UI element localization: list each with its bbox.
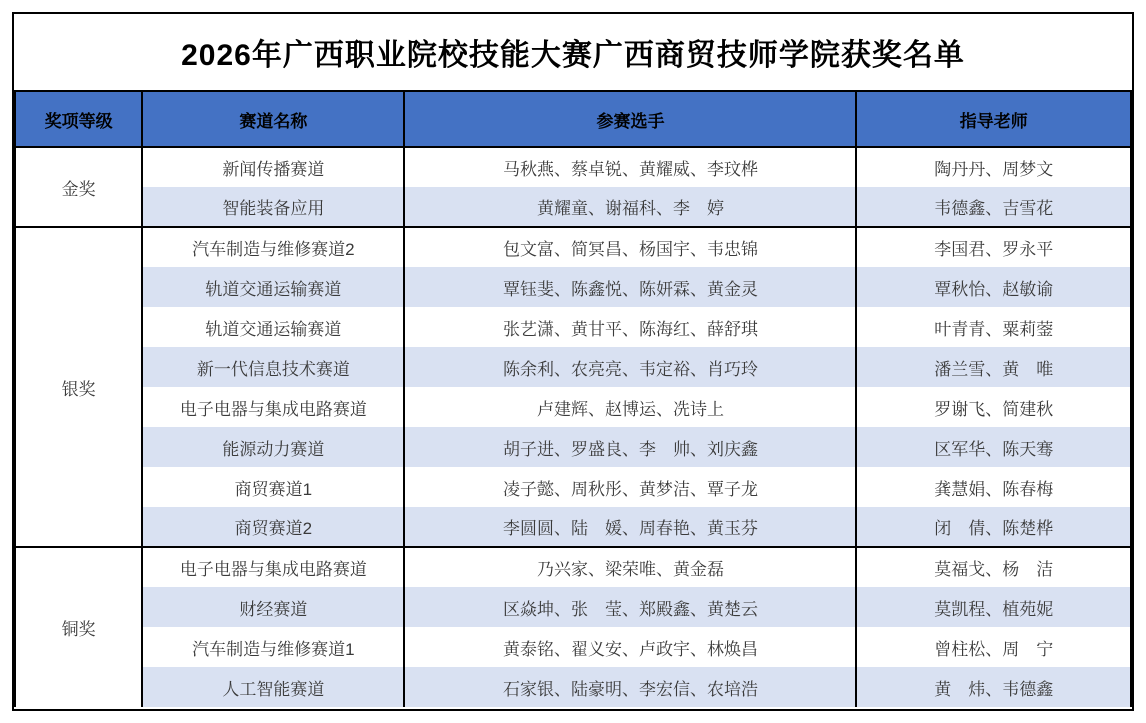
track-cell: 汽车制造与维修赛道1 [142, 627, 404, 667]
table-row [15, 387, 1131, 427]
track-cell: 人工智能赛道 [142, 667, 404, 707]
contestants-cell: 石家银、陆豪明、李宏信、农培浩 [404, 667, 856, 707]
awards-grid [14, 92, 1132, 707]
table-row [15, 587, 1131, 627]
contestants-cell: 乃兴家、梁荣唯、黄金磊 [404, 547, 856, 587]
contestants-cell: 马秋燕、蔡卓锐、黄耀威、李玟桦 [404, 147, 856, 187]
teachers-cell: 闭 倩、陈楚桦 [856, 507, 1131, 547]
track-cell: 新闻传播赛道 [142, 147, 404, 187]
page-title: 2026年广西职业院校技能大赛广西商贸技师学院获奖名单 [14, 14, 1132, 92]
col-header-teachers: 指导老师 [856, 92, 1131, 147]
teachers-cell: 潘兰雪、黄 唯 [856, 347, 1131, 387]
table-row [15, 147, 1131, 187]
track-cell: 电子电器与集成电路赛道 [142, 387, 404, 427]
track-cell: 商贸赛道2 [142, 507, 404, 547]
contestants-cell: 陈余利、农亮亮、韦定裕、肖巧玲 [404, 347, 856, 387]
track-cell: 轨道交通运输赛道 [142, 267, 404, 307]
track-cell: 轨道交通运输赛道 [142, 307, 404, 347]
teachers-cell: 区军华、陈天骞 [856, 427, 1131, 467]
track-cell: 汽车制造与维修赛道2 [142, 227, 404, 267]
award-level-cell: 铜奖 [15, 547, 142, 707]
awards-table-body [15, 147, 1131, 707]
table-row [15, 547, 1131, 587]
teachers-cell: 莫凯程、植苑妮 [856, 587, 1131, 627]
track-cell: 新一代信息技术赛道 [142, 347, 404, 387]
table-row [15, 307, 1131, 347]
contestants-cell: 李圆圆、陆 媛、周春艳、黄玉芬 [404, 507, 856, 547]
track-cell: 财经赛道 [142, 587, 404, 627]
col-header-award-level: 奖项等级 [15, 92, 142, 147]
award-level-cell: 银奖 [15, 227, 142, 547]
contestants-cell: 凌子懿、周秋彤、黄梦洁、覃子龙 [404, 467, 856, 507]
contestants-cell: 胡子进、罗盛良、李 帅、刘庆鑫 [404, 427, 856, 467]
contestants-cell: 覃钰斐、陈鑫悦、陈妍霖、黄金灵 [404, 267, 856, 307]
track-cell: 电子电器与集成电路赛道 [142, 547, 404, 587]
teachers-cell: 覃秋怡、赵敏谕 [856, 267, 1131, 307]
col-header-track-name: 赛道名称 [142, 92, 404, 147]
header-row [15, 92, 1131, 147]
teachers-cell: 莫福戈、杨 洁 [856, 547, 1131, 587]
track-cell: 智能装备应用 [142, 187, 404, 227]
table-row [15, 347, 1131, 387]
contestants-cell: 区焱坤、张 莹、郑殿鑫、黄楚云 [404, 587, 856, 627]
teachers-cell: 曾柱松、周 宁 [856, 627, 1131, 667]
table-row [15, 267, 1131, 307]
teachers-cell: 李国君、罗永平 [856, 227, 1131, 267]
table-row [15, 187, 1131, 227]
contestants-cell: 张艺潇、黄甘平、陈海红、薛舒琪 [404, 307, 856, 347]
col-header-contestants: 参赛选手 [404, 92, 856, 147]
award-level-cell: 金奖 [15, 147, 142, 227]
contestants-cell: 黄耀童、谢福科、李 婷 [404, 187, 856, 227]
teachers-cell: 龚慧娟、陈春梅 [856, 467, 1131, 507]
table-row [15, 467, 1131, 507]
teachers-cell: 叶青青、粟莉蓥 [856, 307, 1131, 347]
teachers-cell: 韦德鑫、吉雪花 [856, 187, 1131, 227]
track-cell: 商贸赛道1 [142, 467, 404, 507]
teachers-cell: 陶丹丹、周梦文 [856, 147, 1131, 187]
table-row [15, 227, 1131, 267]
contestants-cell: 卢建辉、赵博运、冼诗上 [404, 387, 856, 427]
teachers-cell: 罗谢飞、简建秋 [856, 387, 1131, 427]
awards-table [12, 12, 1134, 711]
track-cell: 能源动力赛道 [142, 427, 404, 467]
table-row [15, 627, 1131, 667]
table-row [15, 507, 1131, 547]
contestants-cell: 包文富、简冥昌、杨国宇、韦忠锦 [404, 227, 856, 267]
teachers-cell: 黄 炜、韦德鑫 [856, 667, 1131, 707]
contestants-cell: 黄泰铭、翟义安、卢政宇、林焕昌 [404, 627, 856, 667]
table-row [15, 427, 1131, 467]
table-row [15, 667, 1131, 707]
